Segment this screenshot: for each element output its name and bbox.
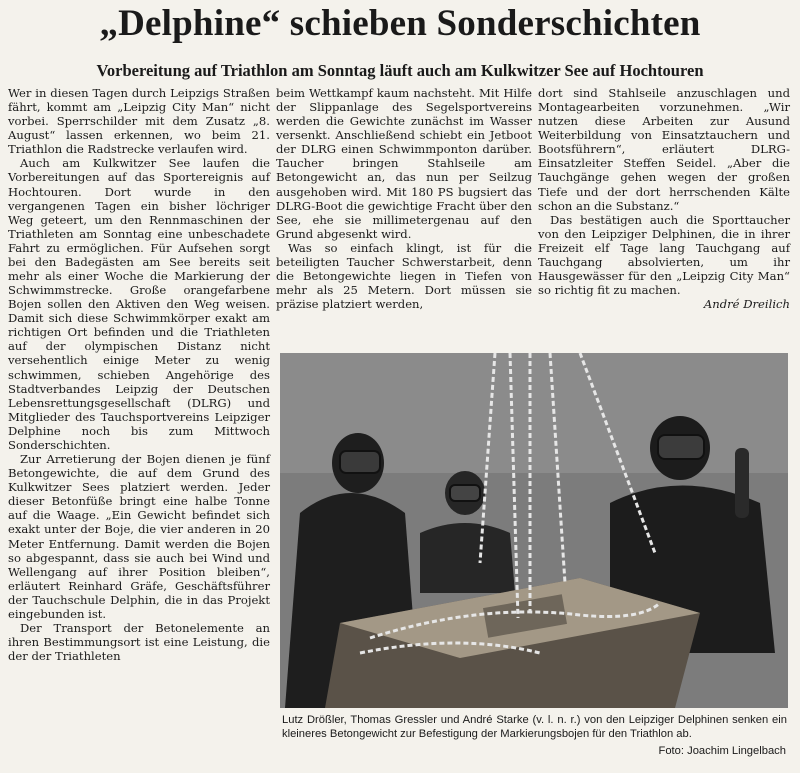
article-column-1 bbox=[8, 86, 270, 663]
paragraph: Wer in diesen Tagen durch Leipzigs Straßen fährt, kommt am „Leipzig City Man“ nicht vorbei. Sperrschilder mit dem Zusatz „8. August“ lassen erkennen, wo beim 21. Triathlon die Radstrecke verlaufen wird. bbox=[8, 86, 270, 157]
paragraph: dort sind Stahlseile anzuschlagen und Montagearbeiten vorzunehmen. „Wir nutzen diese Arbeiten zur Ausund Weiterbildung von Einsatztauchern und Bootsführern“, erläutert DLRG-Einsatzleiter Steffen Seidel. „Aber die Tauchgänge gehen wegen der großen Tiefe und der dort herrschenden Kälte schon an die Substanz.“ bbox=[538, 86, 790, 213]
photo-credit: Foto: Joachim Lingelbach bbox=[658, 745, 786, 757]
paragraph: Zur Arretierung der Bojen dienen je fünf Betongewichte, die auf dem Grund des Kulkwitzer Sees platziert werden. Jeder dieser Betonfüße bringt eine halbe Tonne auf die Waage. „Ein Gewicht befindet sich exakt unter der Boje, die vier anderen in 20 Meter Entfernung. Damit werden die Bojen so abgespannt, dass sie auch bei Wind und Wellengang auf ihrer Position bleiben“, erläutert Reinhard Gräfe, Geschäftsführer der Tauchschule Delphin, die in das Projekt eingebunden ist. bbox=[8, 452, 270, 621]
photo-caption: Lutz Drößler, Thomas Gressler und André Starke (v. l. n. r.) von den Leipziger Delphinen senken ein kleineres Betongewicht zur Befestigung der Markierungsbojen für den Triathlon ab. bbox=[282, 714, 787, 740]
paragraph: Das bestätigen auch die Sporttaucher von den Leipziger Delphinen, die in ihrer Freizeit elf Tage lang Tauchgang auf Tauchgang absolvierten, um ihr Hausgewässer für den „Leipzig City Man“ so richtig fit zu machen. bbox=[538, 212, 790, 298]
divers-photo bbox=[280, 353, 788, 708]
paragraph: Was so einfach klingt, ist für die beteiligten Taucher Schwerstarbeit, denn die Betongewichte liegen in Tiefen von mehr als 25 Metern. Dort müssen sie präzise platziert werden, bbox=[276, 240, 532, 312]
headline: „Delphine“ schieben Sonderschichten bbox=[99, 3, 701, 44]
paragraph: beim Wettkampf kaum nachsteht. Mit Hilfe der Slippanlage des Segelsportvereins werden die Gewichte zunächst im Wasser versenkt. Anschließend schiebt ein Jetboot der DLRG einen Schwimmponton darüber. Taucher bringen Stahlseile am Betongewicht an, das nun per Seilzug ausgehoben wird. Mit 180 PS bugsiert das DLRG-Boot die gewichtige Fracht über den See, ehe sie millimetergenau auf den Grund abgesenkt wird. bbox=[276, 86, 532, 241]
article-column-3 bbox=[538, 86, 790, 311]
subheadline: Vorbereitung auf Triathlon am Sonntag läuft auch am Kulkwitzer See auf Hochtouren bbox=[96, 61, 704, 80]
article-column-2 bbox=[276, 86, 532, 311]
paragraph: Auch am Kulkwitzer See laufen die Vorbereitungen auf das Sportereignis auf Hochtouren. Dort wurde in den vergangenen Tagen ein bisher löchriger Weg geteert, um den Rennmaschinen der Triathleten am Sonntag eine unbeschadete Fahrt zu ermöglichen. Für Aufsehen sorgt bei den Badegästen am See bereits seit mehr als einer Woche die Markierung der Schwimmstrecke. Große orangefarbene Bojen sollen den Aktiven den Weg weisen. Damit sich diese Schwimmkörper exakt am richtigen Ort befinden und die Triathleten auf der olympischen Distanz nicht versehentlich einige Meter zu wenig schwimmen, schieben Angehörige des Stadtverbandes Leipzig der Deutschen Lebensrettungsgesellschaft (DLRG) und Mitglieder des Tauchsportvereins Leipziger Delphine noch bis zum Mittwoch Sonderschichten. bbox=[8, 156, 270, 452]
author-byline: André Dreilich bbox=[703, 297, 790, 312]
paragraph: Der Transport der Betonelemente an ihren Bestimmungsort ist eine Leistung, die der der Triathleten bbox=[8, 620, 270, 664]
divers-illustration bbox=[280, 353, 788, 708]
